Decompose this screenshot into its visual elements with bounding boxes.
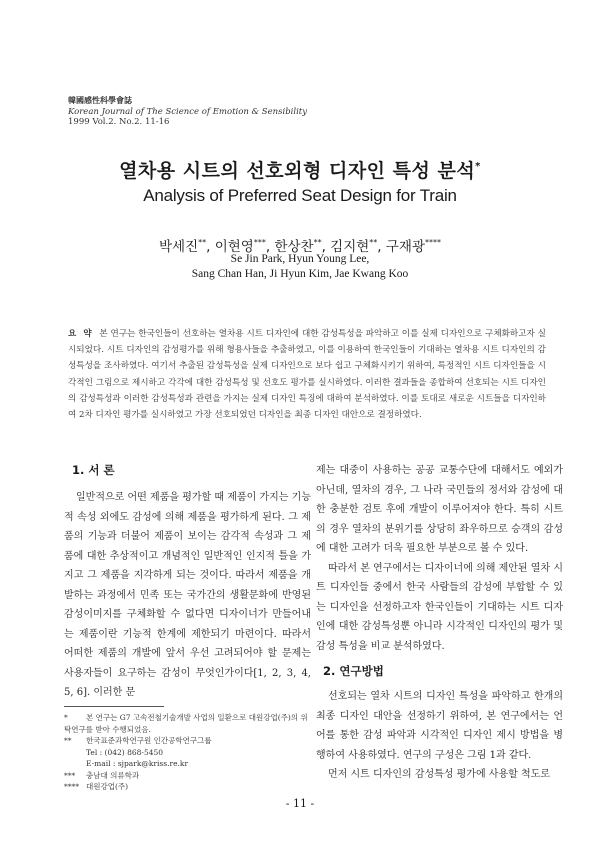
footnote: E-mail : sjpark@kriss.re.kr: [86, 759, 189, 768]
footnote: * 본 연구는 G7 고속전철기술개발 사업의 일환으로 대원강업(주)의 위탁연구를 받아 수행되었음.: [64, 713, 308, 734]
intro-column: [64, 488, 311, 703]
author: 한상찬: [274, 239, 314, 255]
journal-name-en: Korean Journal of The Science of Emotion & Sensibility: [68, 106, 308, 117]
method-column: [316, 687, 563, 785]
footnote: Tel : (042) 868-5450: [86, 747, 164, 757]
authors-korean: 박세진**, 이현영***, 한상찬**, 김지현**, 구재광****: [159, 238, 441, 255]
author-mark: ***: [253, 238, 266, 247]
page-number: - 11 -: [285, 797, 315, 810]
footnote: *** 충남대 의류학과: [64, 770, 140, 780]
title-english: Analysis of Preferred Seat Design for Train: [143, 186, 457, 205]
author: 구재광: [385, 239, 425, 255]
paragraph: 선호되는 열차 시트의 디자인 특성을 파악하고 한개의 최종 디자인 대안을 선정하기 위하여, 본 연구에서는 언어를 통한 감성 파악과 시각적인 디자인 제시 방법을 병행하여 사용하였다. 연구의 구성은 그림 1과 같다.: [316, 691, 563, 761]
journal-volume: 1999 Vol.2. No.2. 11-16: [68, 117, 170, 127]
footnote: **** 대원강업(주): [64, 782, 129, 791]
footnotes: [64, 712, 314, 793]
abstract: [68, 326, 546, 423]
author-mark: **: [369, 238, 378, 247]
continued-paragraph: 제는 대중이 사용하는 공공 교통수단에 대해서도 예외가 아닌데, 열차의 경우, 그 나라 국민들의 정서와 감성에 대한 충분한 검토 후에 개발이 이루어져야 한다. 특히 시트의 경우 열차의 분위기를 상당히 좌우하므로 승객의 감성에 대한 고려가 더욱 필요한 부분으로 볼 수 있다.: [316, 465, 563, 554]
author: 김지현: [330, 239, 370, 255]
author: 박세진: [159, 239, 199, 255]
author-mark: ****: [425, 238, 441, 247]
authors-english-line-1: Se Jin Park, Hyun Young Lee,: [230, 253, 370, 265]
footnote: ** 한국표준과학연구원 인간공학연구그룹: [64, 736, 212, 745]
title-footnote-mark: *: [475, 161, 481, 172]
author-mark: **: [198, 238, 207, 247]
title-korean-text: 열차용 시트의 선호외형 디자인 특성 분석: [119, 160, 476, 182]
paragraph: 따라서 본 연구에서는 디자이너에 의해 제안된 열차 시트 디자인들 중에서 한국 사람들의 감성에 부합할 수 있는 디자인을 선정하고자 한국인들이 기대하는 시트 디자인에 대한 감성특성뿐 아니라 시각적인 디자인의 평가 및 감성 특성을 비교 분석하였다.: [316, 562, 563, 652]
section-heading-method: 2. 연구방법: [323, 664, 384, 678]
author-mark: **: [313, 238, 322, 247]
right-column-top: [316, 461, 563, 656]
title-korean: [0, 156, 600, 183]
paragraph: 먼저 시트 디자인의 감성특성 평가에 사용할 척도로: [328, 769, 550, 780]
intro-paragraph: 일반적으로 어떤 제품을 평가할 때 제품이 가지는 기능적 속성 외에도 감성에 의해 제품을 평가하게 된다. 그 제품의 기능과 더불어 제품이 보이는 감각적 속성과 그 제품에 대한 추상적이고 개념적인 일반적인 인지적 틀을 가지고 그 제품을 지각하게 되는 것이다. 따라서 제품을 개발하는 과정에서 민족 또는 국가간의 생활문화에 반영된 감성이미지를 구체화할 수 없다면 디자이너가 만들어내는 제품이란 기능적 한계에 제한되기 마련이다. 따라서 어떠한 제품의 개발에 앞서 우선 고려되어야 할 문제는 사용자들이 요구하는 감성이 무엇인가이다[1, 2, 3, 4, 5, 6]. 이러한 문: [64, 492, 311, 698]
abstract-label: 요 약: [68, 329, 94, 339]
journal-name-ko: 韓國感性科學會誌: [68, 96, 132, 105]
section-heading-intro: 1. 서 론: [72, 463, 115, 477]
authors-english: [0, 252, 600, 282]
abstract-text: 본 연구는 한국인들이 선호하는 열차용 시트 디자인에 대한 감성특성을 파악하고 이를 실제 디자인으로 구체화하고자 실시되었다. 시트 디자인의 감성평가를 위해 형용사들을 추출하였고, 이를 이용하여 한국인들이 기대하는 열차용 시트 디자인의 감성특성을 조사하였다. 여기서 추출된 감성특성을 실제 디자인으로 보다 쉽고 구체화시키기 위하여, 특정적인 시트 디자인들을 시각적인 그림으로 제시하고 각각에 대한 감성특성 및 선호도 평가를 실시하였다. 이러한 결과들을 종합하여 선호되는 시트 디자인의 감성특성과 이러한 감성특성과 관련을 가지는 실제 디자인 특징에 대하여 분석하였다. 이를 토대로 새로운 시트들을 디자인하여 2차 디자인 평가를 실시하였고 가장 선호되었던 디자인을 최종 디자인 대안으로 결정하였다.: [68, 329, 546, 421]
footnote-divider: [64, 706, 164, 707]
journal-header: [68, 96, 307, 128]
author: 이현영: [214, 239, 254, 255]
authors-english-line-2: Sang Chan Han, Ji Hyun Kim, Jae Kwang Koo: [191, 268, 409, 280]
